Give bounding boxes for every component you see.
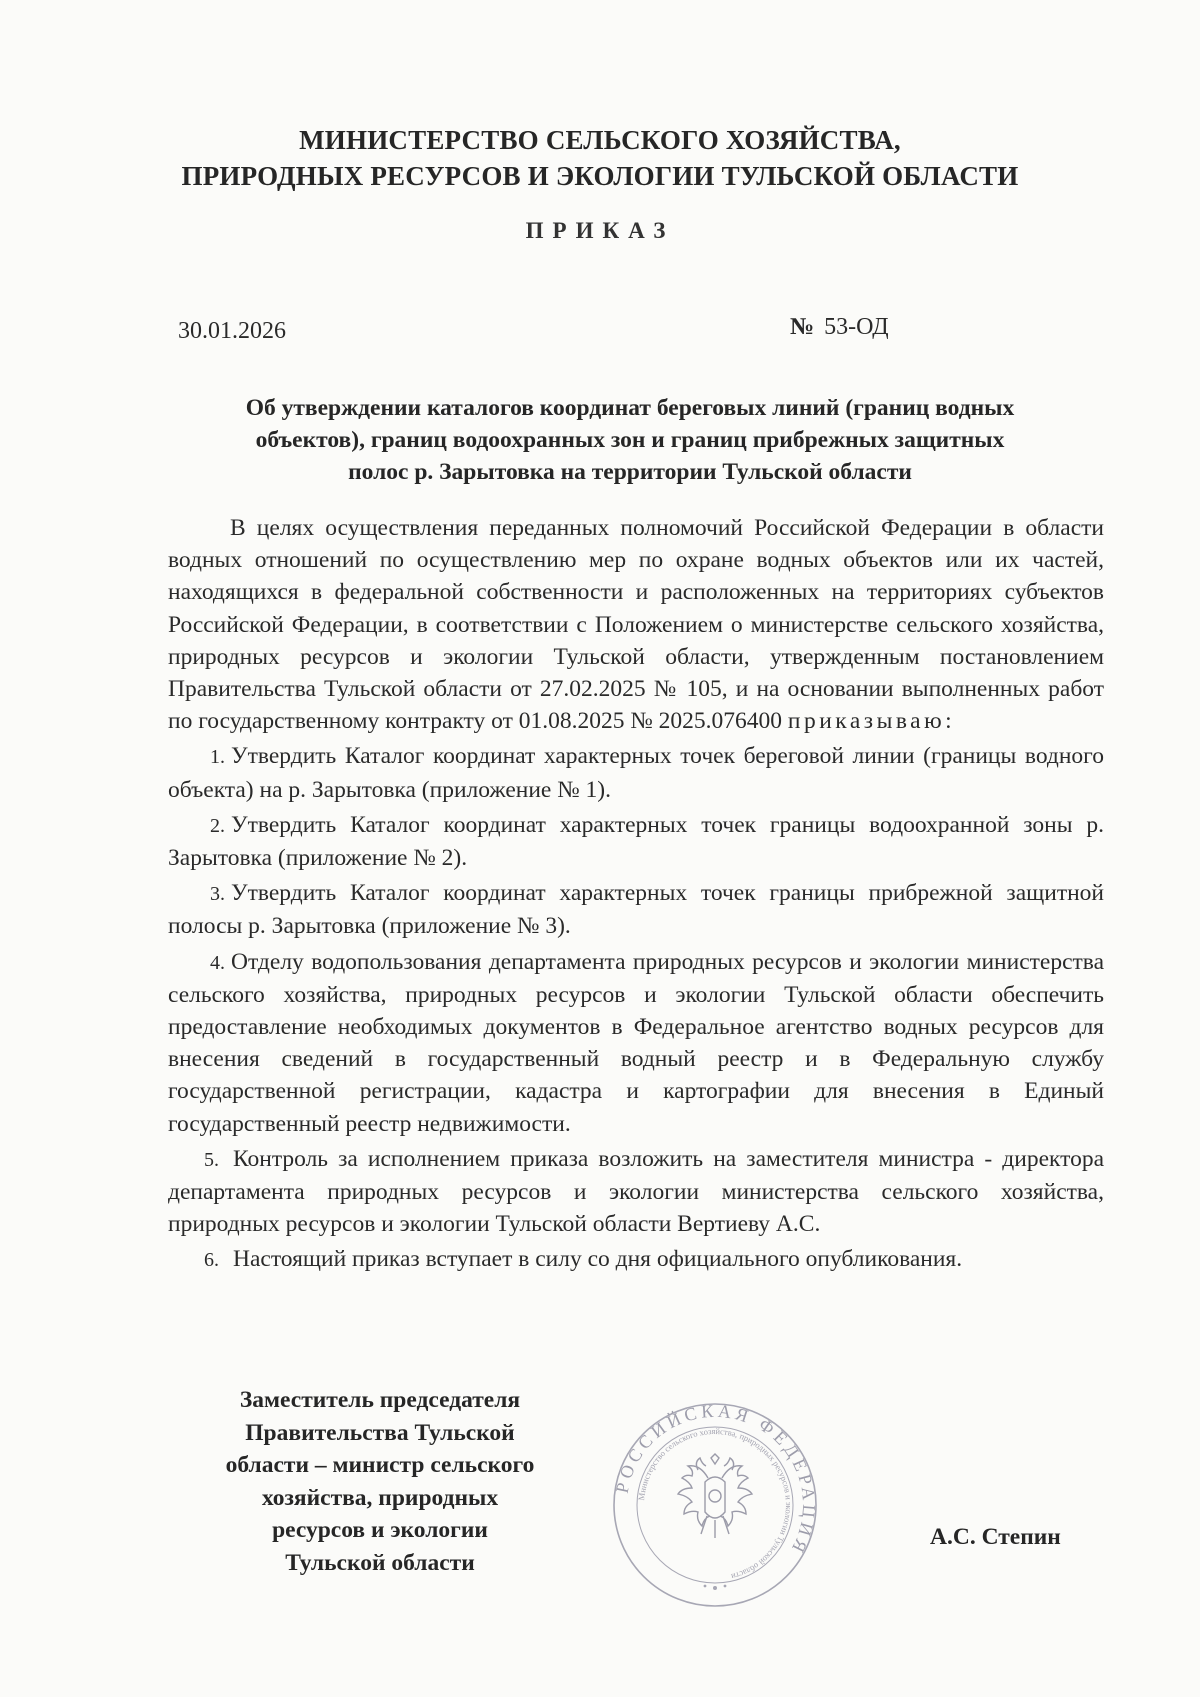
- list-item: [168, 1243, 1104, 1276]
- signer-position-line: хозяйства, природных: [261, 1484, 499, 1511]
- subject-line-2: объектов), границ водоохранных зон и границ прибрежных защитных: [255, 427, 1005, 453]
- document-subject: [160, 392, 1100, 488]
- item-text: Утвердить Каталог координат характерных точек границы водоохранной зоны р. Зарытовка (приложение № 2).: [168, 811, 1104, 872]
- intro-action: приказываю:: [787, 708, 956, 735]
- signer-position-line: Тульской области: [285, 1549, 475, 1576]
- item-text: Настоящий приказ вступает в силу со дня официального опубликования.: [233, 1246, 963, 1273]
- signer-position-line: Заместитель председателя: [239, 1387, 521, 1413]
- item-number: 4.: [210, 951, 225, 974]
- list-item: [168, 740, 1104, 805]
- seal-outer-text: РОССИЙСКАЯ ФЕДЕРАЦИЯ: [611, 1400, 820, 1560]
- intro-text: В целях осуществления переданных полномочий Российской Федерации в области водных отношений по осуществлению мер по охране водных объектов или их частей, находящихся в федеральной собственности и расположенных на территориях субъектов Российской Федерации, в соответствии с Положением о министерстве сельского хозяйства, природных ресурсов и экологии Тульской области, утвержденным постановлением Правительства Тульской области от 27.02.2025 № 105, и на основании выполненных работ по государственному контракту от 01.08.2025 № 2025.076400: [168, 515, 1104, 735]
- item-number: 5.: [204, 1148, 219, 1171]
- item-number: 1.: [210, 746, 225, 769]
- document-number: [790, 314, 889, 341]
- document-type-title: ПРИКАЗ: [525, 218, 675, 243]
- item-number: 2.: [210, 814, 225, 837]
- signer-position: [180, 1384, 580, 1579]
- intro-paragraph: [168, 512, 1104, 737]
- signer-position-line: Правительства Тульской: [245, 1419, 515, 1446]
- signer-position-line: области – министр сельского: [225, 1452, 535, 1478]
- item-number: 6.: [204, 1249, 219, 1272]
- ministry-line-1: МИНИСТЕРСТВО СЕЛЬСКОГО ХОЗЯЙСТВА,: [299, 125, 901, 155]
- seal-star-marks: [704, 1585, 727, 1590]
- list-item: [168, 946, 1104, 1140]
- official-seal-stamp: [610, 1400, 820, 1610]
- seal-inner-text: Министерство сельского хозяйства, природных ресурсов и экологии Тульской области: [636, 1425, 795, 1583]
- list-item: [168, 877, 1104, 942]
- item-text: Утвердить Каталог координат характерных точек береговой линии (границы водного объекта) на р. Зарытовка (приложение № 1).: [168, 743, 1104, 803]
- subject-line-3: полос р. Зарытовка на территории Тульской области: [348, 459, 912, 485]
- signer-position-line: ресурсов и экологии: [272, 1517, 488, 1543]
- list-item: [168, 809, 1104, 874]
- item-text: Утвердить Каталог координат характерных точек границы прибрежной защитной полосы р. Зарытовка (приложение № 3).: [168, 880, 1104, 940]
- list-item: [168, 1143, 1104, 1241]
- item-text: Отделу водопользования департамента природных ресурсов и экологии министерства сельского хозяйства, природных ресурсов и экологии Тульской области обеспечить предоставление необходимых документов в Федеральное агентство водных ресурсов для внесения сведений в государственный водный реестр и в Федеральную службу государственной регистрации, кадастра и картографии для внесения в Единый государственный реестр недвижимости.: [168, 948, 1104, 1137]
- document-body: [168, 512, 1104, 1277]
- number-value: 53-ОД: [824, 314, 889, 340]
- double-headed-eagle-emblem: [678, 1454, 752, 1538]
- document-date: 30.01.2026: [178, 318, 286, 344]
- item-text: Контроль за исполнением приказа возложить на заместителя министра - директора департамента природных ресурсов и экологии министерства сельского хозяйства, природных ресурсов и экологии Тульской области Вертиеву А.С.: [168, 1145, 1104, 1238]
- ministry-header: [150, 122, 1050, 194]
- signer-name: А.С. Степин: [930, 1524, 1061, 1550]
- ministry-line-2: ПРИРОДНЫХ РЕСУРСОВ И ЭКОЛОГИИ ТУЛЬСКОЙ ОБЛАСТИ: [181, 161, 1019, 191]
- subject-line-1: Об утверждении каталогов координат береговых линий (границ водных: [245, 395, 1015, 421]
- number-sign: №: [790, 314, 815, 340]
- item-number: 3.: [210, 883, 225, 906]
